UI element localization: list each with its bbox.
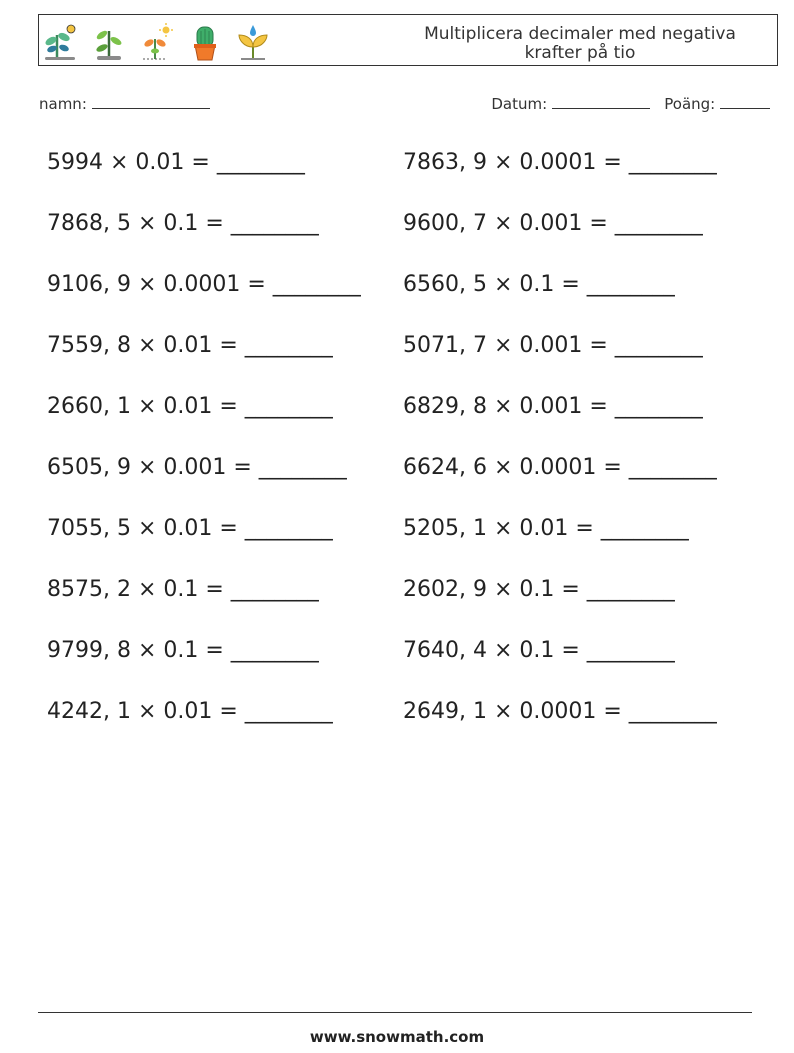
date-label: Datum: — [491, 95, 548, 113]
problem-5: 9106, 9 × 0.0001 = ________ — [47, 272, 361, 297]
problem-11: 6505, 9 × 0.001 = ________ — [47, 455, 347, 480]
problem-20: 2649, 1 × 0.0001 = ________ — [403, 699, 717, 724]
name-field — [39, 94, 210, 113]
problem-16: 2602, 9 × 0.1 = ________ — [403, 577, 675, 602]
problem-6: 6560, 5 × 0.1 = ________ — [403, 272, 675, 297]
problem-18: 7640, 4 × 0.1 = ________ — [403, 638, 675, 663]
problem-row — [47, 451, 767, 512]
sprout-icon — [91, 21, 127, 63]
name-blank[interactable] — [92, 94, 210, 109]
problem-row — [47, 695, 767, 756]
footer-url[interactable]: www.snowmath.com — [309, 1028, 485, 1046]
date-blank[interactable] — [552, 94, 650, 109]
problem-9: 2660, 1 × 0.01 = ________ — [47, 394, 333, 419]
worksheet-title: Multiplicera decimaler med negativa krafter på tio — [424, 24, 736, 63]
plant-bee-icon — [43, 21, 79, 63]
problem-17: 9799, 8 × 0.1 = ________ — [47, 638, 319, 663]
problem-12: 6624, 6 × 0.0001 = ________ — [403, 455, 717, 480]
problem-7: 7559, 8 × 0.01 = ________ — [47, 333, 333, 358]
flower-sun-icon — [139, 21, 175, 63]
problem-1: 5994 × 0.01 = ________ — [47, 150, 305, 175]
problem-grid — [47, 146, 767, 756]
header-icons — [43, 21, 271, 63]
footer-divider — [38, 1012, 752, 1013]
score-label: Poäng: — [664, 95, 716, 113]
score-blank[interactable] — [720, 94, 770, 109]
date-score-fields — [491, 94, 770, 113]
cactus-pot-icon — [187, 21, 223, 63]
problem-row — [47, 207, 767, 268]
seedling-water-icon — [235, 21, 271, 63]
problem-row — [47, 329, 767, 390]
problem-row — [47, 268, 767, 329]
problem-row — [47, 390, 767, 451]
problem-3: 7868, 5 × 0.1 = ________ — [47, 211, 319, 236]
problem-row — [47, 634, 767, 695]
name-label: namn: — [39, 95, 87, 113]
problem-14: 5205, 1 × 0.01 = ________ — [403, 516, 689, 541]
problem-10: 6829, 8 × 0.001 = ________ — [403, 394, 703, 419]
problem-2: 7863, 9 × 0.0001 = ________ — [403, 150, 717, 175]
problem-8: 5071, 7 × 0.001 = ________ — [403, 333, 703, 358]
problem-row — [47, 573, 767, 634]
problem-row — [47, 146, 767, 207]
problem-4: 9600, 7 × 0.001 = ________ — [403, 211, 703, 236]
problem-15: 8575, 2 × 0.1 = ________ — [47, 577, 319, 602]
problem-row — [47, 512, 767, 573]
problem-13: 7055, 5 × 0.01 = ________ — [47, 516, 333, 541]
problem-19: 4242, 1 × 0.01 = ________ — [47, 699, 333, 724]
worksheet-header — [38, 14, 778, 66]
